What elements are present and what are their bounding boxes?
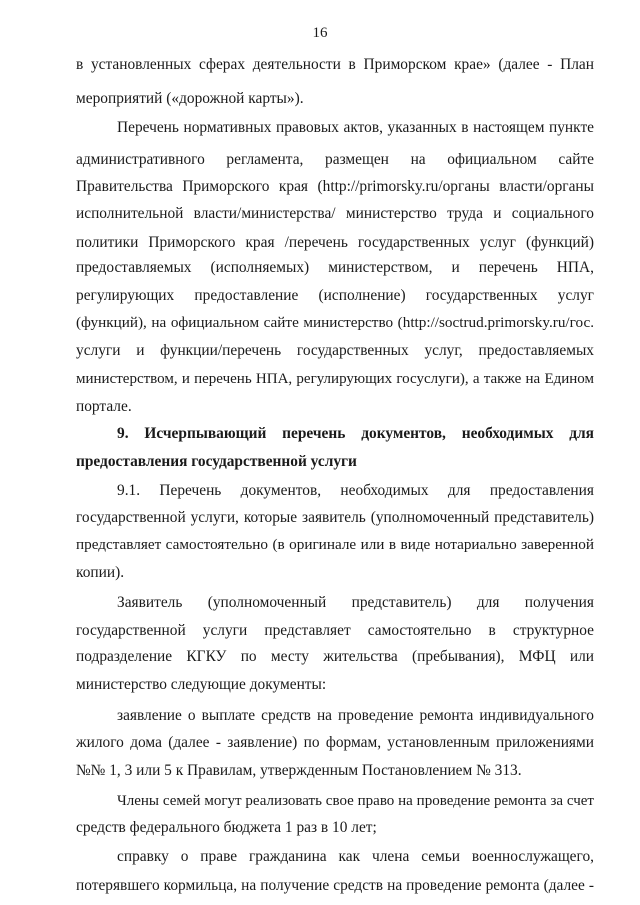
text-line: Заявитель (уполномоченный представитель) для получения xyxy=(117,594,594,611)
text-line: заявление о выплате средств на проведение ремонта индивидуального xyxy=(117,707,594,724)
text-line: исполнительной власти/министерства/ министерство труда и социального xyxy=(76,205,594,222)
text-line: 9.1. Перечень документов, необходимых для предоставления xyxy=(117,482,594,499)
text-line: Перечень нормативных правовых актов, указанных в настоящем пункте xyxy=(117,119,594,136)
text-line: копии). xyxy=(76,564,125,581)
text-line: в установленных сферах деятельности в Приморском крае» (далее - План xyxy=(76,56,594,73)
text-line: политики Приморского края /перечень государственных услуг (функций) xyxy=(76,234,594,251)
text-line: Правительства Приморского края (http://primorsky.ru/органы власти/органы xyxy=(76,178,594,195)
text-line: подразделение КГКУ по месту жительства (пребывания), МФЦ или xyxy=(76,648,594,665)
text-line: представляет самостоятельно (в оригинале или в виде нотариально заверенной xyxy=(76,536,594,553)
text-line: министерство следующие документы: xyxy=(76,676,327,693)
text-line: услуги и функции/перечень государственных услуг, предоставляемых xyxy=(76,342,594,359)
text-line: справку о праве гражданина как члена семьи военнослужащего, xyxy=(117,848,594,865)
text-line: регулирующих предоставление (исполнение) государственных услуг xyxy=(76,287,594,304)
text-line: портале. xyxy=(76,398,132,415)
text-line: потерявшего кормильца, на получение средств на проведение ремонта (далее - xyxy=(76,877,594,894)
text-line: мероприятий («дорожной карты»). xyxy=(76,90,304,107)
text-line: административного регламента, размещен на официальном сайте xyxy=(76,151,594,168)
page-number: 16 xyxy=(312,25,328,41)
section-heading-line: предоставления государственной услуги xyxy=(76,453,357,470)
text-line: государственной услуги, которые заявитель (уполномоченный представитель) xyxy=(76,509,594,526)
text-line: жилого дома (далее - заявление) по формам, установленным приложениями xyxy=(76,734,594,751)
text-line: средств федерального бюджета 1 раз в 10 лет; xyxy=(76,819,377,836)
text-line: Члены семей могут реализовать свое право на проведение ремонта за счет xyxy=(117,793,594,809)
text-line: министерством, и перечень НПА, регулирующих госуслуги), а также на Едином xyxy=(76,371,594,387)
text-line: предоставляемых (исполняемых) министерством, и перечень НПА, xyxy=(76,259,594,276)
section-heading-line: 9. Исчерпывающий перечень документов, необходимых для xyxy=(117,425,594,442)
text-line: государственной услуги представляет самостоятельно в структурное xyxy=(76,622,594,639)
text-line: №№ 1, 3 или 5 к Правилам, утвержденным Постановлением № 313. xyxy=(76,762,522,779)
text-line: (функций), на официальном сайте министерство (http://soctrud.primorsky.ru/гос. xyxy=(76,314,594,331)
